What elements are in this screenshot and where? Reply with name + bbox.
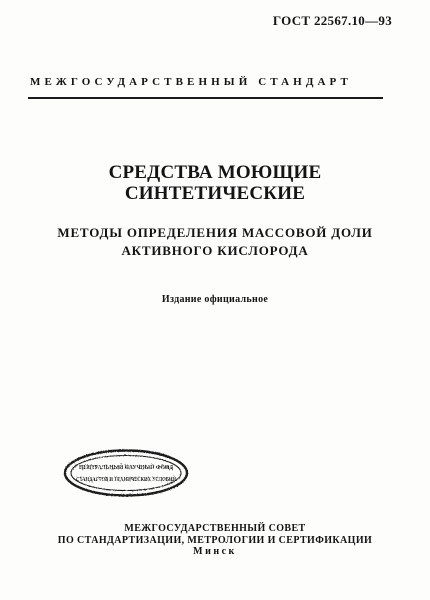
title-line-1: СРЕДСТВА МОЮЩИЕ bbox=[108, 162, 322, 183]
stamp-line-1: ЦЕНТРАЛЬНЫЙ НАУЧНЫЙ ФОНД bbox=[79, 464, 192, 471]
edition-note: Издание официальное bbox=[161, 294, 269, 305]
subtitle-line-2: АКТИВНОГО КИСЛОРОДА bbox=[121, 243, 309, 258]
publisher-block bbox=[0, 523, 430, 558]
publisher-city: Минск bbox=[193, 546, 237, 557]
document-title bbox=[0, 162, 430, 204]
title-line-2: СИНТЕТИЧЕСКИЕ bbox=[124, 183, 306, 204]
standard-type-label: МЕЖГОСУДАРСТВЕННЫЙ СТАНДАРТ bbox=[30, 76, 352, 88]
document-number: ГОСТ 22567.10—93 bbox=[272, 13, 392, 28]
subtitle-line-1: МЕТОДЫ ОПРЕДЕЛЕНИЯ МАССОВОЙ ДОЛИ bbox=[57, 225, 373, 240]
stamp-line-2: СТАНДАРТОВ И ТЕХНИЧЕСКИХ УСЛОВИЙ bbox=[76, 476, 210, 483]
header-divider bbox=[28, 97, 383, 99]
document-subtitle bbox=[0, 224, 430, 260]
publisher-line-1: МЕЖГОСУДАРСТВЕННЫЙ СОВЕТ bbox=[124, 523, 306, 534]
publisher-line-2: ПО СТАНДАРТИЗАЦИИ, МЕТРОЛОГИИ И СЕРТИФИКАЦИИ bbox=[57, 534, 373, 546]
library-stamp-icon bbox=[62, 448, 210, 498]
